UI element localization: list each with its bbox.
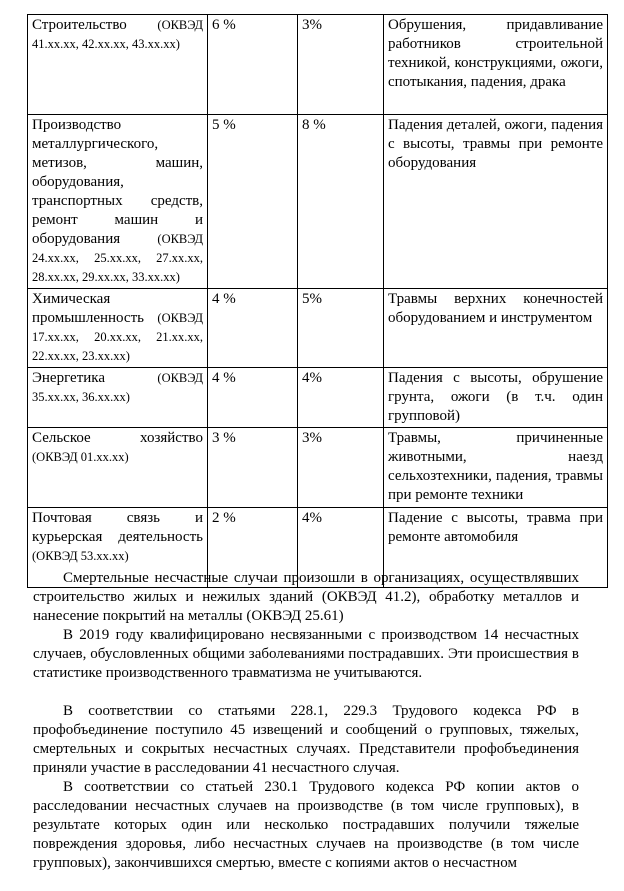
- table-row: [28, 115, 608, 289]
- industry-cell: [28, 428, 208, 508]
- table-row: [28, 428, 608, 508]
- percent-cell: 4%: [298, 508, 384, 588]
- paragraph-non-work-related: В 2019 году квалифицировано несвязанными с производством 14 несчастных случаев, обусловленных общими заболеваниями пострадавших. Эти происшествия в статистике производственного травматизма не учитываются.: [33, 627, 579, 681]
- okved-code: (ОКВЭД 17.xx.xx, 20.xx.xx, 21.xx.xx, 22.xx.xx, 23.xx.xx): [32, 311, 203, 363]
- industry-cell: [28, 289, 208, 368]
- table-row: [28, 368, 608, 428]
- paragraph-notifications: В соответствии со статьями 228.1, 229.3 Трудового кодекса РФ в профобъединение поступило 45 извещений и сообщений о групповых, тяжелых, смертельных и сокрытых несчастных случаях. Представители профобъединения приняли участие в расследовании 41 несчастного случая.: [33, 703, 579, 776]
- industry-cell: [28, 15, 208, 115]
- causes-cell: Травмы верхних конечностей оборудованием и инструментом: [384, 289, 608, 368]
- industry-name: Строительство: [32, 17, 127, 33]
- table-row: [28, 289, 608, 368]
- okved-code: (ОКВЭД 01.xx.xx): [32, 450, 129, 464]
- causes-cell: Обрушения, придавливание работников строительной техникой, конструкциями, ожоги, спотыкания, падения, драка: [384, 15, 608, 115]
- industry-name: Производство металлургического, метизов, машин, оборудования, транспортных средств, ремонт машин и оборудования: [32, 117, 203, 247]
- causes-cell: Падения деталей, ожоги, падения с высоты, травмы при ремонте оборудования: [384, 115, 608, 289]
- percent-cell: 3%: [298, 15, 384, 115]
- percent-cell: 8 %: [298, 115, 384, 289]
- percent-cell: 3%: [298, 428, 384, 508]
- okved-code: (ОКВЭД 35.xx.xx, 36.xx.xx): [32, 371, 203, 404]
- percent-cell: 5%: [298, 289, 384, 368]
- industry-name: Сельское хозяйство: [32, 430, 203, 446]
- industry-name: Энергетика: [32, 370, 106, 386]
- percent-cell: 4%: [298, 368, 384, 428]
- causes-cell: Падение с высоты, травма при ремонте автомобиля: [384, 508, 608, 588]
- industry-name: Почтовая связь и курьерская деятельность: [32, 510, 203, 545]
- paragraph-fatal-cases: Смертельные несчастные случаи произошли в организациях, осуществлявших строительство жилых и нежилых зданий (ОКВЭД 41.2), обработку металлов и нанесение покрытий на металлы (ОКВЭД 25.61): [33, 570, 579, 624]
- percent-cell: 4 %: [208, 368, 298, 428]
- table-row: [28, 15, 608, 115]
- industry-name: Химическая промышленность: [32, 291, 144, 326]
- percent-cell: 5 %: [208, 115, 298, 289]
- injury-statistics-table: [27, 14, 608, 588]
- okved-code: (ОКВЭД 24.xx.xx, 25.xx.xx, 27.xx.xx, 28.xx.xx, 29.xx.xx, 33.xx.xx): [32, 232, 203, 284]
- okved-code: (ОКВЭД 53.xx.xx): [32, 549, 129, 563]
- percent-cell: 4 %: [208, 289, 298, 368]
- okved-code: (ОКВЭД 41.xx.xx, 42.xx.xx, 43.xx.xx): [32, 18, 203, 51]
- percent-cell: 2 %: [208, 508, 298, 588]
- percent-cell: 6 %: [208, 15, 298, 115]
- percent-cell: 3 %: [208, 428, 298, 508]
- causes-cell: Падения с высоты, обрушение грунта, ожоги (в т.ч. один групповой): [384, 368, 608, 428]
- causes-cell: Травмы, причиненные животными, наезд сельхозтехники, падения, травмы при ремонте техники: [384, 428, 608, 508]
- industry-cell: [28, 368, 208, 428]
- paragraph-investigation-acts: В соответствии со статьей 230.1 Трудового кодекса РФ копии актов о расследовании несчастных случаев на производстве (в том числе групповых), в результате которых один или несколько пострадавших получили тяжелые повреждения здоровья, либо несчастных случаев на производстве (в том числе групповых), закончившихся смертью, вместе с копиями актов о несчастном: [33, 779, 579, 871]
- industry-cell: [28, 115, 208, 289]
